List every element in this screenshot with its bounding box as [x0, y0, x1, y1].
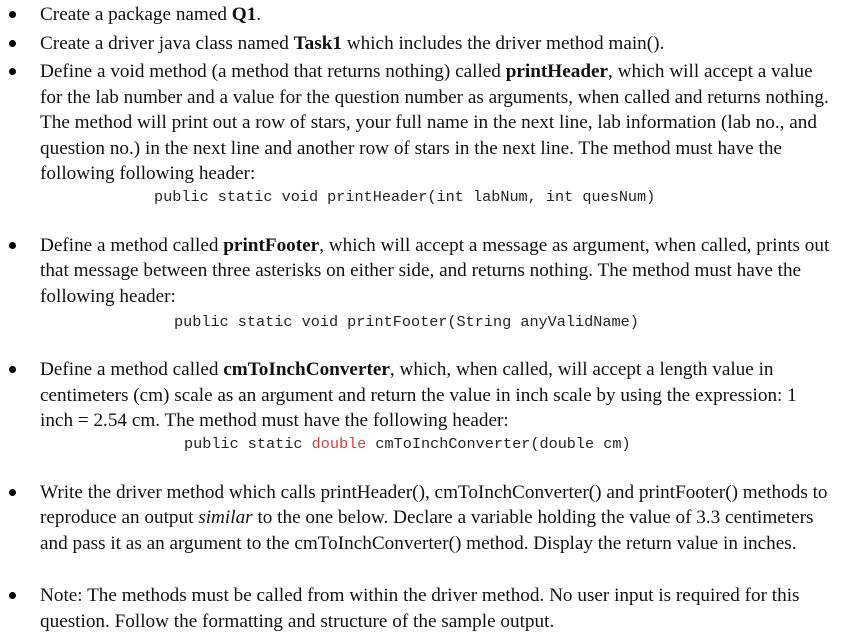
item-text: Create a package named — [40, 4, 232, 25]
item-text: , which, when called, will accept a length value in centimeters (cm) scale as an argument and return the value in inch scale by using the expression: 1 inch = 2.54 cm. The method must have the following header: — [40, 359, 797, 431]
list-item-print-footer — [0, 233, 852, 333]
bullet-icon — [9, 11, 16, 18]
list-item-driver-class — [0, 31, 852, 57]
item-text: , which will accept a value for the lab number and a value for the question number as arguments, when called and returns nothing. The method will print out a row of stars, your full name in the next line, lab information (lab no., and question no.) in the next line and another row of stars in the next line. The method must have the following following header: — [40, 61, 829, 184]
code-part: public static — [184, 434, 312, 453]
bullet-icon — [9, 489, 16, 496]
method-signature-code: public static void printFooter(String anyValidName) — [174, 313, 639, 331]
list-item-package — [0, 2, 852, 28]
bullet-icon — [9, 366, 16, 373]
item-text: Write the driver method which calls printHeader(), cmToInchConverter() and printFooter() methods to reproduce an output — [40, 481, 828, 528]
bullet-icon — [9, 592, 16, 599]
list-item-note — [0, 583, 852, 634]
item-text: Define a void method (a method that returns nothing) called — [40, 61, 506, 82]
item-text: Define a method called — [40, 234, 224, 256]
method-signature-code: public static void printHeader(int labNum, int quesNum) — [154, 187, 656, 206]
list-item-converter — [0, 357, 852, 454]
instructions-document — [0, 2, 852, 634]
item-text: Note: The methods must be called from within the driver method. No user input is required for this question. Follow the formatting and structure of the sample output. — [40, 585, 800, 632]
item-text: which includes the driver method main(). — [341, 32, 665, 54]
code-part: cmToInchConverter(double cm) — [366, 434, 631, 453]
list-item-driver-method — [0, 480, 852, 557]
item-text: . — [256, 4, 262, 25]
item-text: , which will accept a message as argument, when called, prints out that message between three asterisks on either side, and returns nothing. The method must have the following header: — [40, 234, 830, 307]
item-keyword: Task1 — [293, 32, 342, 54]
item-text: Create a driver java class named — [40, 32, 294, 54]
item-keyword: Q1 — [231, 4, 257, 25]
bullet-icon — [9, 242, 16, 249]
method-signature-code — [40, 434, 830, 454]
item-text: Define a method called — [40, 359, 224, 380]
item-keyword: printFooter — [223, 234, 320, 256]
item-text: to the one below. Declare a variable holding the value of 3.3 centimeters and pass it as an argument to the cmToInchConverter() method. Display the return value in inches. — [40, 507, 814, 554]
list-item-print-header — [0, 59, 852, 207]
bullet-icon — [9, 68, 16, 75]
item-keyword: cmToInchConverter — [223, 359, 390, 380]
code-keyword: double — [311, 434, 367, 453]
item-emphasis: similar — [198, 507, 253, 528]
item-keyword: printHeader — [505, 61, 609, 82]
bullet-icon — [9, 40, 16, 47]
